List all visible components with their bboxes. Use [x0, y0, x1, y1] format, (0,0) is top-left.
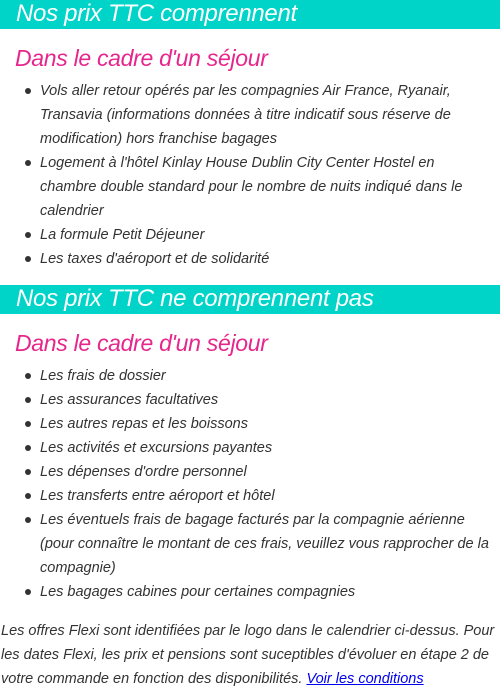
list-item: Vols aller retour opérés par les compagnies Air France, Ryanair, Transavia (informations données à titre indicatif sous réserve de modification) hors franchise bagages: [0, 79, 500, 151]
included-subheading: Dans le cadre d'un séjour: [15, 45, 268, 71]
included-heading: Nos prix TTC comprennent: [0, 0, 500, 29]
list-item: Les transferts entre aéroport et hôtel: [0, 484, 500, 508]
flexi-note-text: Les offres Flexi sont identifiées par le logo dans le calendrier ci-dessus. Pour les dates Flexi, les prix et pensions sont suceptibles d'évoluer en étape 2 de votre commande en fonction des disponibilités.: [1, 623, 495, 687]
list-item: La formule Petit Déjeuner: [0, 223, 500, 247]
list-item: Les frais de dossier: [0, 364, 500, 388]
list-item: Logement à l'hôtel Kinlay House Dublin City Center Hostel en chambre double standard pour le nombre de nuits indiqué dans le calendrier: [0, 151, 500, 223]
excluded-section: [0, 285, 500, 604]
included-section: [0, 0, 500, 271]
list-item: Les dépenses d'ordre personnel: [0, 460, 500, 484]
excluded-list: [0, 364, 500, 604]
list-item: Les taxes d'aéroport et de solidarité: [0, 247, 500, 271]
list-item: Les autres repas et les boissons: [0, 412, 500, 436]
excluded-heading: Nos prix TTC ne comprennent pas: [0, 285, 500, 314]
included-list: [0, 79, 500, 271]
flexi-note: [0, 619, 500, 691]
list-item: Les activités et excursions payantes: [0, 436, 500, 460]
excluded-subheading: Dans le cadre d'un séjour: [15, 330, 268, 356]
list-item: Les assurances facultatives: [0, 388, 500, 412]
list-item: Les bagages cabines pour certaines compagnies: [0, 580, 500, 604]
list-item: Les éventuels frais de bagage facturés par la compagnie aérienne (pour connaître le montant de ces frais, veuillez vous rapprocher de la compagnie): [0, 508, 500, 580]
conditions-link[interactable]: Voir les conditions: [306, 671, 424, 687]
